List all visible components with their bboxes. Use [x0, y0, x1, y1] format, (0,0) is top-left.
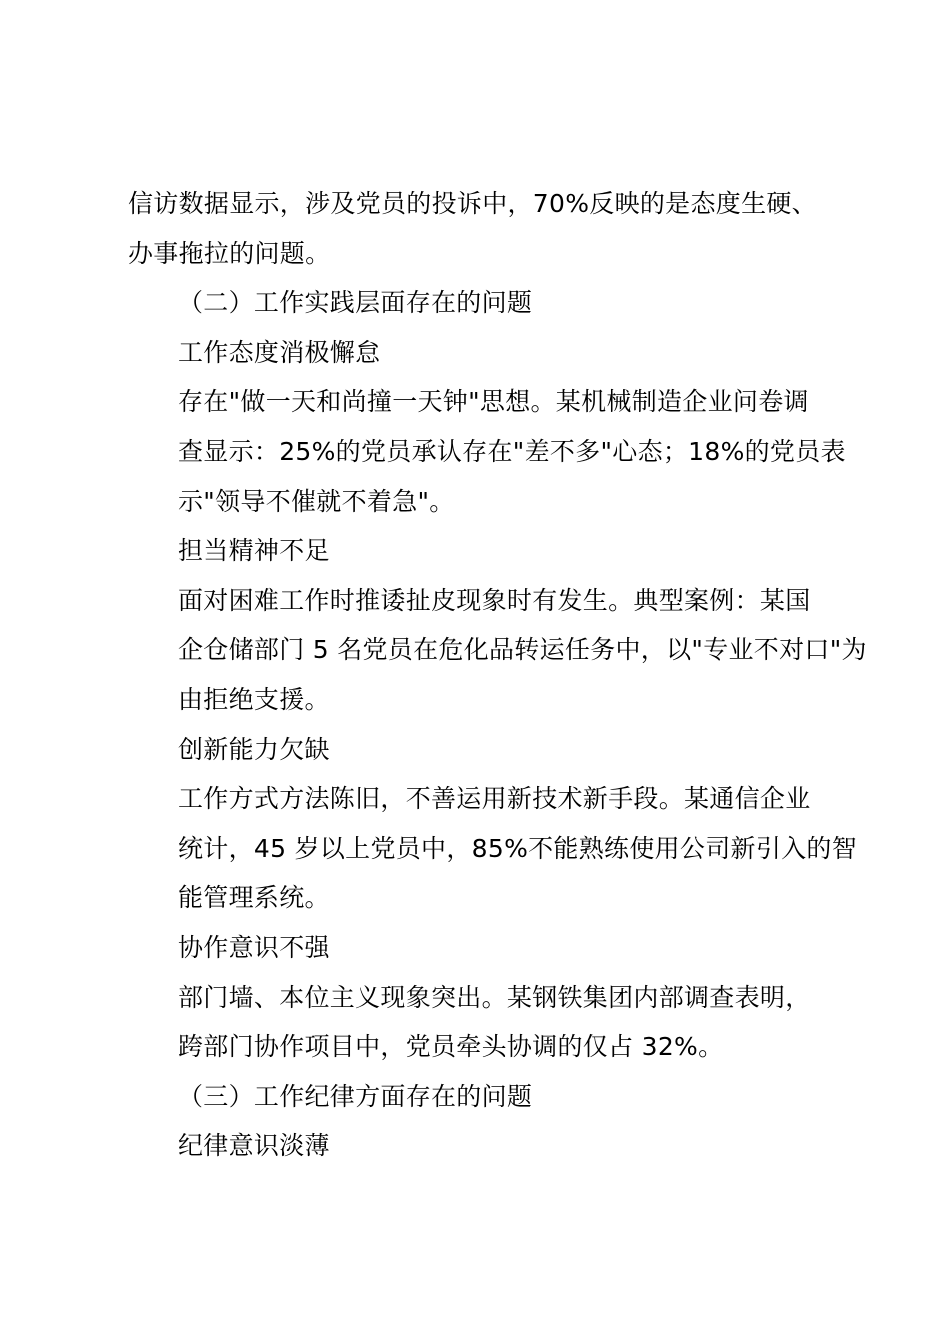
heading-text: （三）工作纪律方面存在的问题 [178, 1081, 533, 1111]
text-line: 信访数据显示，涉及党员的投诉中，70%反映的是态度生硬、 [128, 189, 817, 218]
text-line: 部门墙、本位主义现象突出。某钢铁集团内部调查表明， [178, 982, 811, 1012]
heading-text: （二）工作实践层面存在的问题 [178, 288, 533, 318]
text-line: 由拒绝支援。 [178, 684, 330, 714]
text-line: 查显示：25%的党员承认存在"差不多"心态；18%的党员表 [178, 436, 846, 466]
paragraph-complaint-stats [128, 179, 833, 278]
text-line: 企仓储部门 5 名党员在危化品转运任务中，以"专业不对口"为 [178, 635, 867, 665]
section-heading-work-practice [128, 278, 833, 328]
text-line: 跨部门协作项目中，党员牵头协调的仅占 32%。 [178, 1032, 724, 1062]
subheading-collaboration [128, 923, 833, 973]
paragraph-negative-attitude [128, 377, 846, 526]
paragraph-innovation [128, 774, 858, 923]
subheading-text: 担当精神不足 [178, 536, 330, 566]
text-line: 统计，45 岁以上党员中，85%不能熟练使用公司新引入的智 [178, 833, 858, 863]
text-line: 能管理系统。 [178, 883, 330, 913]
text-line: 面对困难工作时推诿扯皮现象时有发生。典型案例：某国 [178, 585, 811, 615]
document-body [128, 179, 867, 1171]
text-line: 存在"做一天和尚撞一天钟"思想。某机械制造企业问卷调 [178, 387, 809, 417]
subheading-responsibility [128, 526, 833, 576]
text-line: 工作方式方法陈旧，不善运用新技术新手段。某通信企业 [178, 784, 811, 814]
subheading-innovation [128, 725, 833, 775]
section-heading-discipline [128, 1072, 833, 1122]
subheading-text: 纪律意识淡薄 [178, 1131, 330, 1161]
subheading-text: 创新能力欠缺 [178, 734, 330, 764]
paragraph-responsibility [128, 576, 867, 725]
subheading-discipline-awareness [128, 1121, 833, 1171]
subheading-text: 协作意识不强 [178, 932, 330, 962]
text-line: 示"领导不催就不着急"。 [178, 486, 455, 516]
paragraph-collaboration [128, 973, 833, 1072]
subheading-negative-attitude [128, 328, 833, 378]
subheading-text: 工作态度消极懈怠 [178, 337, 381, 367]
text-line: 办事拖拉的问题。 [128, 238, 331, 268]
